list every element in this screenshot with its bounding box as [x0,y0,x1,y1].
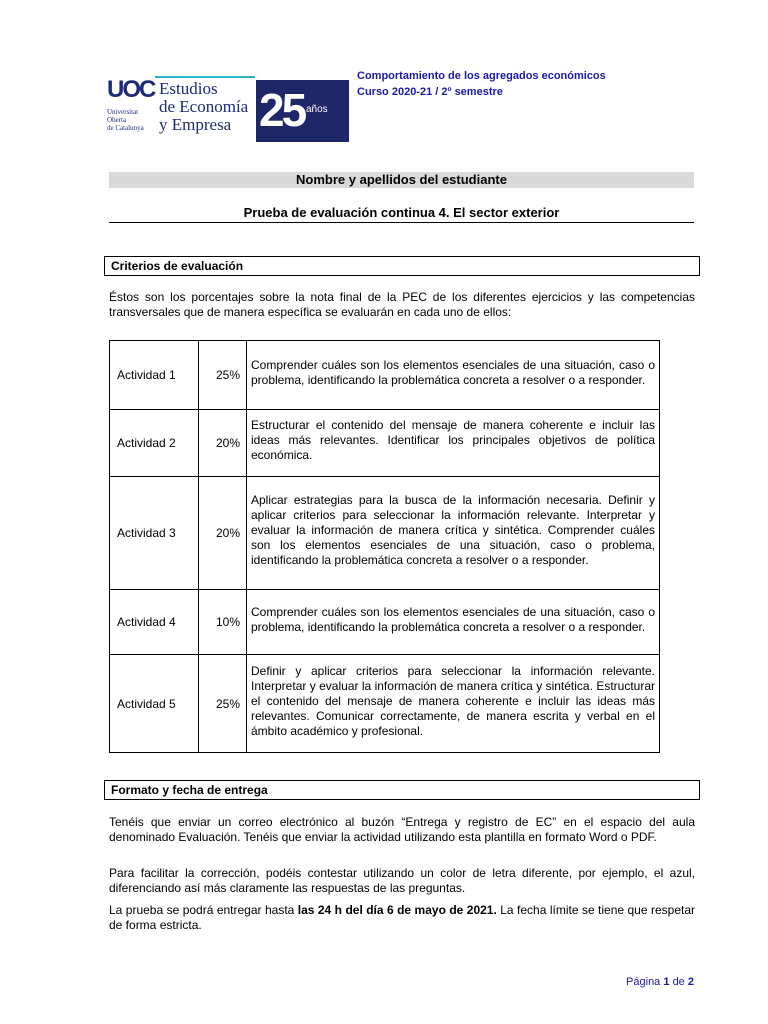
criteria-table [109,340,660,753]
activity-percent: 20% [199,477,247,590]
current-page: 1 [663,976,670,988]
criteria-intro: Éstos son los porcentajes sobre la nota final de la PEC de los diferentes ejercicios y las competencias transversales que de manera específica se evaluarán en cada uno de ellos: [109,290,695,319]
activity-description: Estructurar el contenido del mensaje de manera coherente e incluir las ideas más relevantes. Identificar los principales objetivos de política económica. [247,410,660,477]
deadline-date: las 24 h del día 6 de mayo de 2021. [297,903,497,917]
delivery-paragraph-1: Tenéis que enviar un correo electrónico al buzón “Entrega y registro de EC” en el espacio del aula denominado Evaluación. Tenéis que enviar la actividad utilizando esta plantilla en formato Word o PDF. [109,815,695,844]
table-row [110,410,660,477]
uoc-letters: UOC [107,76,155,103]
activity-name: Actividad 2 [110,410,199,477]
anniversary-word: años [306,104,328,115]
student-name-label: Nombre y apellidos del estudiante [109,172,694,188]
course-title: Comportamiento de los agregados económicos [357,70,606,82]
total-pages: 2 [687,976,694,988]
activity-percent: 25% [199,341,247,410]
activity-description: Aplicar estrategias para la busca de la información necesaria. Definir y aplicar criterios para seleccionar la información relevante. Interpretar y evaluar la información de manera crítica y sintética. Comprender cuáles son los elementos esenciales de una situación, caso o problema, identificando la problemática concreta a resolver o a responder. [247,477,660,590]
activity-description: Definir y aplicar criterios para seleccionar la información relevante. Interpretar y evaluar la información de manera crítica y sintética. Estructurar el contenido del mensaje de manera coherente e incluir las ideas más relevantes. Comunicar correctamente, de manera escrita y verbal en el ámbito académico y profesional. [247,655,660,753]
activity-description: Comprender cuáles son los elementos esenciales de una situación, caso o problema, identificando la problemática concreta a resolver o a responder. [247,341,660,410]
activity-description: Comprender cuáles son los elementos esenciales de una situación, caso o problema, identificando la problemática concreta a resolver o a responder. [247,590,660,655]
delivery-paragraph-3 [109,903,695,933]
delivery-paragraph-2: Para facilitar la corrección, podéis contestar utilizando un color de letra diferente, por ejemplo, el azul, diferenciando así más claramente las respuestas de las preguntas. [109,866,695,895]
title-divider [109,222,694,223]
criteria-heading: Criterios de evaluación [104,256,700,276]
table-row [110,477,660,590]
uoc-subtitle: Universitat Oberta de Catalunya [107,108,144,132]
pec-title: Prueba de evaluación continua 4. El sector exterior [243,205,560,220]
anniversary-logo [256,80,349,142]
activity-percent: 25% [199,655,247,753]
activity-percent: 10% [199,590,247,655]
uoc-accent-line [155,76,255,78]
activity-percent: 20% [199,410,247,477]
activity-name: Actividad 1 [110,341,199,410]
course-term: Curso 2020-21 / 2º semestre [357,86,503,98]
uoc-mark [107,76,153,140]
course-info [357,68,606,100]
delivery-heading: Formato y fecha de entrega [104,780,700,800]
table-row [110,341,660,410]
anniversary-number: 25 [259,84,305,136]
table-row [110,590,660,655]
deadline-text-before: La prueba se podrá entregar hasta [109,903,298,917]
uoc-logo [107,76,253,140]
activity-name: Actividad 4 [110,590,199,655]
deadline-text-after: La fecha límite se tiene que respetar de forma estricta. [109,903,695,932]
activity-name: Actividad 5 [110,655,199,753]
table-row [110,655,660,753]
activity-name: Actividad 3 [110,477,199,590]
school-name: Estudios de Economía y Empresa [159,79,249,134]
page-number: Página 1 de 2 [626,976,694,988]
